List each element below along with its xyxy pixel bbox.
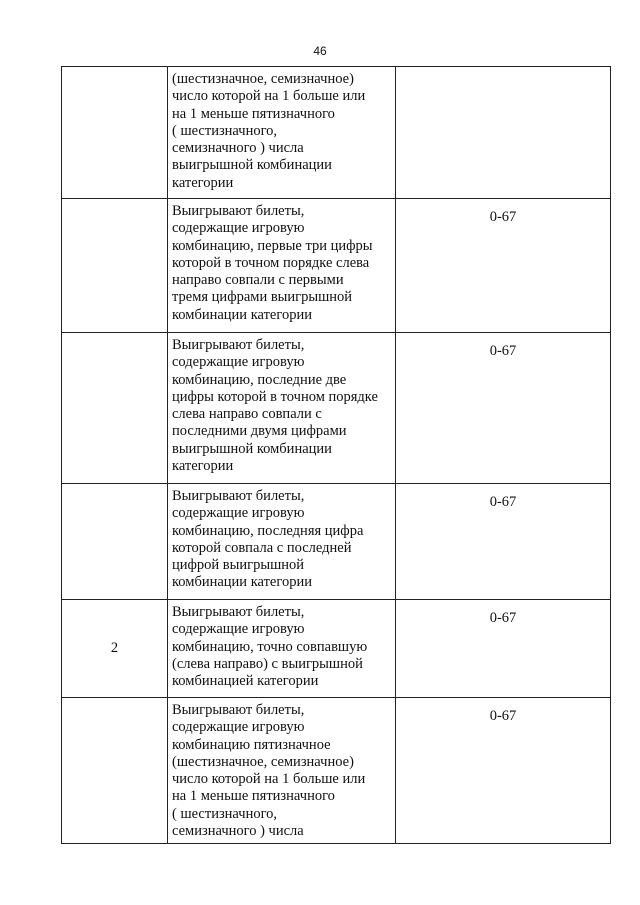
share-cell: 0-67 <box>396 199 611 333</box>
table-row <box>62 333 611 484</box>
share-cell: 0-67 <box>396 600 611 698</box>
share-cell <box>396 67 611 199</box>
number-cell: 2 <box>62 600 168 698</box>
description-cell: Выигрывают билеты, содержащие игровую комбинацию, первые три цифры которой в точном порядке слева направо совпали с первыми тремя цифрами выигрышной комбинации категории <box>168 199 396 333</box>
description-cell: Выигрывают билеты, содержащие игровую комбинацию, последние две цифры которой в точном порядке слева направо совпали с последними двумя цифрами выигрышной комбинации категории <box>168 333 396 484</box>
number-cell <box>62 333 168 484</box>
number-cell <box>62 67 168 199</box>
description-cell: (шестизначное, семизначное) число которой на 1 больше или на 1 меньше пятизначного ( шестизначного, семизначного ) числа выигрышной комбинации категории <box>168 67 396 199</box>
description-cell: Выигрывают билеты, содержащие игровую комбинацию, точно совпавшую (слева направо) с выигрышной комбинацией категории <box>168 600 396 698</box>
number-cell <box>62 199 168 333</box>
page-number: 46 <box>313 44 327 58</box>
share-cell: 0-67 <box>396 484 611 600</box>
description-cell: Выигрывают билеты, содержащие игровую комбинацию пятизначное (шестизначное, семизначное) число которой на 1 больше или на 1 меньше пятизначного ( шестизначного, семизначного ) числа <box>168 698 396 844</box>
share-cell: 0-67 <box>396 698 611 844</box>
table-row <box>62 484 611 600</box>
table-row <box>62 199 611 333</box>
prize-table <box>61 66 611 844</box>
table-row <box>62 67 611 199</box>
table-row <box>62 600 611 698</box>
description-cell: Выигрывают билеты, содержащие игровую комбинацию, последняя цифра которой совпала с последней цифрой выигрышной комбинации категории <box>168 484 396 600</box>
number-cell <box>62 484 168 600</box>
number-cell <box>62 698 168 844</box>
share-cell: 0-67 <box>396 333 611 484</box>
table-row <box>62 698 611 844</box>
